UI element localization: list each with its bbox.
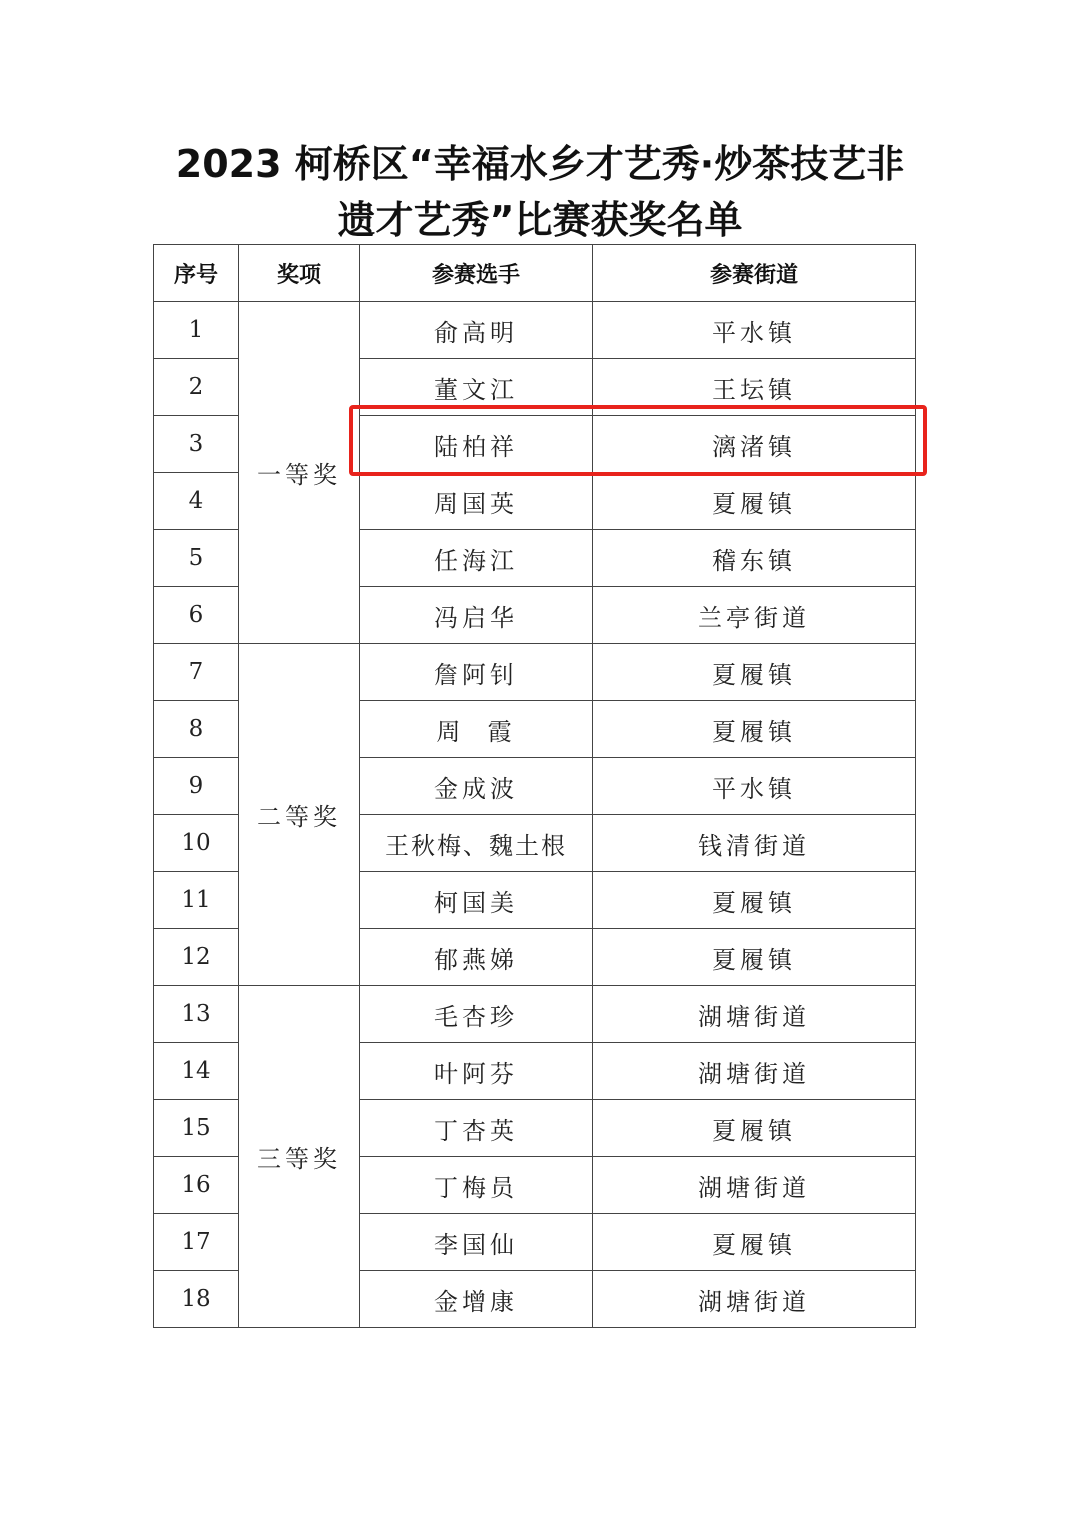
table-row <box>154 302 916 359</box>
contestant-name: 金成波 <box>360 758 593 815</box>
row-number: 2 <box>154 359 239 416</box>
street-name: 钱清街道 <box>593 815 916 872</box>
award-cell-second: 二等奖 <box>239 644 360 986</box>
row-number: 11 <box>154 872 239 929</box>
contestant-name: 任海江 <box>360 530 593 587</box>
row-number: 8 <box>154 701 239 758</box>
contestant-name: 冯启华 <box>360 587 593 644</box>
row-number: 6 <box>154 587 239 644</box>
street-name: 夏履镇 <box>593 929 916 986</box>
row-number: 3 <box>154 416 239 473</box>
row-number: 14 <box>154 1043 239 1100</box>
street-name: 湖塘街道 <box>593 1043 916 1100</box>
contestant-name: 詹阿钊 <box>360 644 593 701</box>
street-name: 稽东镇 <box>593 530 916 587</box>
contestant-name: 丁梅员 <box>360 1157 593 1214</box>
row-number: 18 <box>154 1271 239 1328</box>
street-name: 平水镇 <box>593 302 916 359</box>
row-number: 16 <box>154 1157 239 1214</box>
street-name: 夏履镇 <box>593 644 916 701</box>
award-cell-third: 三等奖 <box>239 986 360 1328</box>
street-name: 兰亭街道 <box>593 587 916 644</box>
street-name: 夏履镇 <box>593 872 916 929</box>
contestant-name: 俞高明 <box>360 302 593 359</box>
header-contestant: 参赛选手 <box>360 245 593 302</box>
contestant-name: 叶阿芬 <box>360 1043 593 1100</box>
contestant-name: 郁燕娣 <box>360 929 593 986</box>
contestant-name: 金增康 <box>360 1271 593 1328</box>
title-line-2: 遗才艺秀”比赛获奖名单 <box>337 198 743 242</box>
street-name: 湖塘街道 <box>593 1271 916 1328</box>
table-row <box>154 986 916 1043</box>
street-name: 夏履镇 <box>593 1214 916 1271</box>
row-number: 4 <box>154 473 239 530</box>
awards-table <box>153 244 916 1328</box>
document-title <box>0 136 1080 248</box>
street-name: 夏履镇 <box>593 473 916 530</box>
row-number: 17 <box>154 1214 239 1271</box>
row-number: 9 <box>154 758 239 815</box>
street-name: 夏履镇 <box>593 1100 916 1157</box>
row-number: 12 <box>154 929 239 986</box>
contestant-name: 丁杏英 <box>360 1100 593 1157</box>
row-number: 5 <box>154 530 239 587</box>
contestant-name: 柯国美 <box>360 872 593 929</box>
contestant-name: 陆柏祥 <box>360 416 593 473</box>
contestant-name: 董文江 <box>360 359 593 416</box>
street-name: 平水镇 <box>593 758 916 815</box>
header-number: 序号 <box>154 245 239 302</box>
street-name: 漓渚镇 <box>593 416 916 473</box>
street-name: 夏履镇 <box>593 701 916 758</box>
table-header-row <box>154 245 916 302</box>
contestant-name: 周国英 <box>360 473 593 530</box>
street-name: 王坛镇 <box>593 359 916 416</box>
contestant-name: 周 霞 <box>360 701 593 758</box>
row-number: 15 <box>154 1100 239 1157</box>
contestant-name: 毛杏珍 <box>360 986 593 1043</box>
row-number: 7 <box>154 644 239 701</box>
street-name: 湖塘街道 <box>593 1157 916 1214</box>
table-row <box>154 644 916 701</box>
header-street: 参赛街道 <box>593 245 916 302</box>
row-number: 13 <box>154 986 239 1043</box>
title-line-1: 2023 柯桥区“幸福水乡才艺秀·炒茶技艺非 <box>175 142 905 186</box>
contestant-name: 王秋梅、魏土根 <box>360 815 593 872</box>
award-cell-first: 一等奖 <box>239 302 360 644</box>
row-number: 10 <box>154 815 239 872</box>
contestant-name: 李国仙 <box>360 1214 593 1271</box>
row-number: 1 <box>154 302 239 359</box>
street-name: 湖塘街道 <box>593 986 916 1043</box>
header-award: 奖项 <box>239 245 360 302</box>
